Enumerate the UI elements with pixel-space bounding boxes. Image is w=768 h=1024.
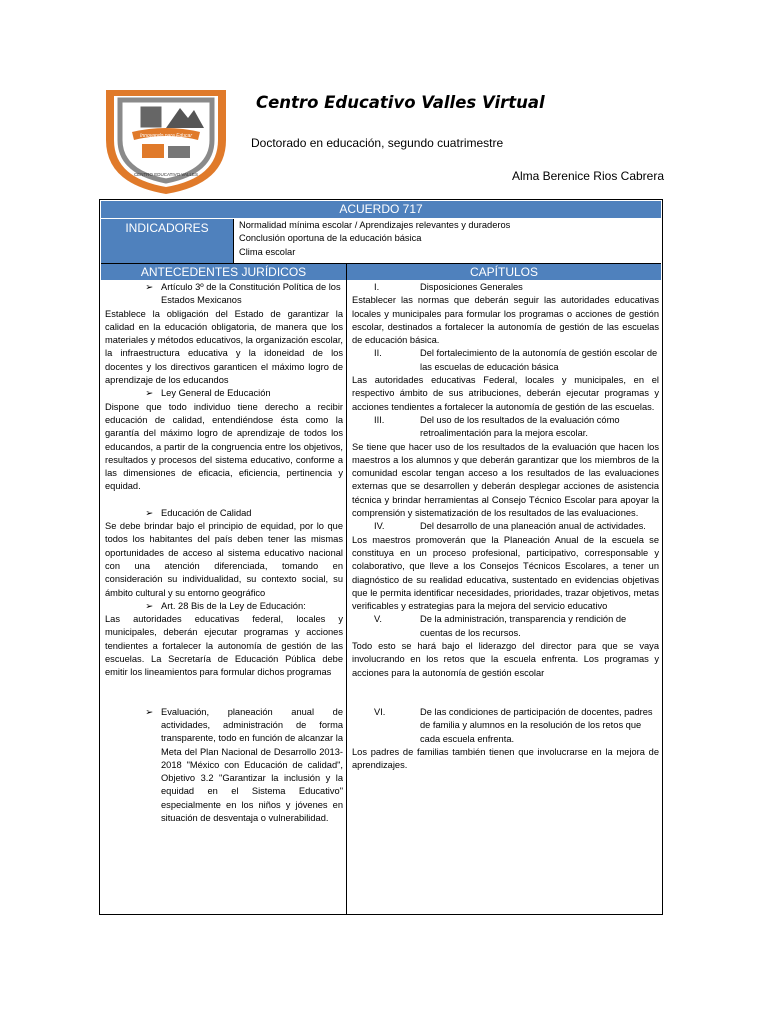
indicator-item: Clima escolar <box>239 246 296 257</box>
chapters-header: CAPÍTULOS <box>347 263 661 280</box>
arrow-bullet-icon: ➢ <box>145 507 153 518</box>
legal-background-header: ANTECEDENTES JURÍDICOS <box>101 263 346 280</box>
indicator-item: Normalidad mínima escolar / Aprendizajes relevantes y duraderos <box>239 220 511 230</box>
chapter-number: II. <box>374 348 382 359</box>
arrow-bullet-icon: ➢ <box>145 600 153 611</box>
chapter-number: VI. <box>374 706 386 717</box>
svg-text:Innovando para Educar: Innovando para Educar <box>140 133 192 139</box>
chapter-title: De las condiciones de participación de docentes, padres de familia y alumnos en la resolución de los retos que cada escuela enfrenta. <box>420 706 653 744</box>
legal-item-text: Las autoridades educativas federal, locales y municipales, deberán ejecutar programas y acciones tendientes a fortalecer la autonomía de gestión de las escuelas. La Secretaría de Educación Pública debe emitir los lineamientos para formular dichos programas <box>105 614 343 678</box>
indicator-item: Conclusión oportuna de la educación básica <box>239 233 422 244</box>
table-title: ACUERDO 717 <box>101 201 661 218</box>
legal-item-text: Establece la obligación del Estado de garantizar la calidad en la educación obligatoria, de manera que los materiales y métodos educativos, la organización escolar, la infraestructura educativa y la idoneidad de los docentes y los directivos garanticen el máximo logro de aprendizaje de los educandos <box>105 308 343 386</box>
legal-background-column <box>105 281 343 913</box>
indicators-list <box>233 219 661 263</box>
legal-item-title: Ley General de Educación <box>161 388 271 399</box>
svg-text:CENTRO EDUCATIVO VALLES: CENTRO EDUCATIVO VALLES <box>133 172 199 177</box>
legal-item-title: Educación de Calidad <box>161 507 252 518</box>
book-icon <box>140 106 162 128</box>
chapter-title: Del uso de los resultados de la evaluación cómo retroalimentación para la mejora escolar. <box>420 414 620 439</box>
arrow-bullet-icon: ➢ <box>145 388 153 399</box>
chapter-title: De la administración, transparencia y rendición de cuentas de los recursos. <box>420 614 627 638</box>
legal-item-text: Se debe brindar bajo el principio de equidad, por lo que todos los habitantes del país deben tener las mismas oportunidades de acceso al sistema educativo nacional con una atención diferenciada, tomando en consideración su individualidad, su contexto social, su ámbito cultural y su entorno geográfico <box>105 521 343 598</box>
chapter-number: I. <box>374 282 380 292</box>
agreement-table <box>99 199 663 915</box>
chapter-text: Todo esto se hará bajo el liderazgo del director para que se vaya involucrando en los retos que la escuela enfrenta. Los programas y acciones para la autonomía de gestión escolar <box>352 641 659 678</box>
chapter-title: Del desarrollo de una planeación anual de actividades. <box>420 521 646 532</box>
chapter-number: III. <box>374 414 385 425</box>
chapter-title: Del fortalecimiento de la autonomía de gestión escolar de las escuelas de educación básica <box>420 348 658 372</box>
legal-item-title: Artículo 3º de la Constitución Política de los Estados Mexicanos <box>161 282 341 306</box>
chapter-text: Los maestros promoverán que la Planeación Anual de la escuela se constituya en un proceso profesional, participativo, corresponsable y colaborativo, que lleve a los Consejos Técnicos Escolares, a tener un diagnóstico de su realidad educativa, sustentado en evidencias objetivas que le permita identificar necesidades, prioridades, trazar objetivos, metas verificables y estrategias para la mejora del servicio educativo <box>352 534 659 612</box>
indicators-label: INDICADORES <box>101 219 233 263</box>
chapter-text: Establecer las normas que deberán seguir las autoridades educativas locales y municipales para formular los programas o acciones de gestión escolar, destinados a fortalecer la autonomía de gestión de las escuelas de educación básica. <box>352 295 659 346</box>
arrow-bullet-icon: ➢ <box>145 706 153 717</box>
computer-icon <box>142 144 164 158</box>
chapter-text: Los padres de familias también tienen que involucrarse en la mejora de aprendizajes. <box>352 746 659 771</box>
chapters-column <box>352 281 659 913</box>
legal-item-text: Evaluación, planeación anual de actividades, administración de forma transparente, todo en función de alcanzar la Meta del Plan Nacional de Desarrollo 2013-2018 "México con Educación de calidad", Objetivo 3.2 "Garantizar la inclusión y la equidad en el Sistema Educativo" especialmente en los niños y jóvenes en situación de desventaja o vulnerabilidad. <box>161 706 343 823</box>
chapter-number: V. <box>374 614 382 625</box>
column-divider <box>346 263 347 914</box>
legal-item-text: Dispone que todo individuo tiene derecho a recibir educación de calidad, entendiéndose ésta como la garantía del máximo logro de aprendizaje de todos los educandos, a partir de la congruencia entre los objetivos, resultados y procesos del sistema educativo, conforme a las dimensiones de eficacia, eficiencia, pertinencia y equidad. <box>105 401 343 492</box>
chapter-number: IV. <box>374 521 385 532</box>
chapter-title: Disposiciones Generales <box>420 282 523 292</box>
school-logo <box>102 84 230 196</box>
school-name: Centro Educativo Valles Virtual <box>256 93 545 112</box>
chapter-text: Las autoridades educativas Federal, locales y municipales, en el respectivo ámbito de sus atribuciones, deberán ejecutar programas y acciones tendientes a fortalecer la autonomía de gestión de las escuelas. <box>352 375 659 412</box>
legal-item-title: Art. 28 Bis de la Ley de Educación: <box>161 600 306 611</box>
chapter-text: Se tiene que hacer uso de los resultados de la evaluación que hacen los maestros a los alumnos y que deberán garantizar que los miembros de la comunidad escolar tengan acceso a los resultados de las evaluaciones externas que se desarrollen y deberán desplegar acciones de asistencia técnica y brindar herramientas al Consejo Técnico Escolar para apoyar la comprensión y sistematización de los resultados de las evaluaciones. <box>352 441 659 519</box>
author-name: Alma Berenice Rios Cabrera <box>511 169 664 183</box>
program-name: Doctorado en educación, segundo cuatrimestre <box>251 136 504 150</box>
arrow-bullet-icon: ➢ <box>145 282 153 292</box>
